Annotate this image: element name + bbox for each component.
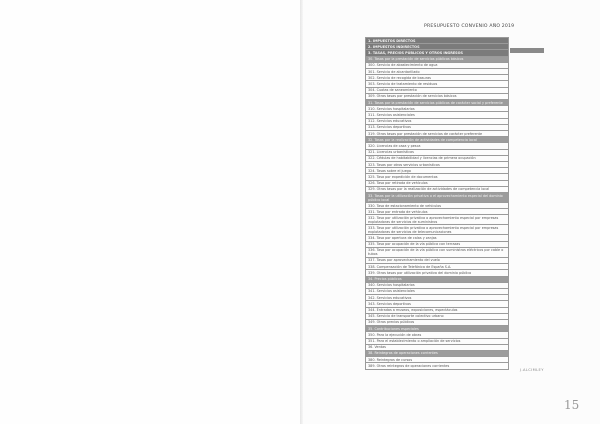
table-row: 335. Tasa por ocupación de la vía pública con terrazas (365, 242, 509, 248)
table-row: 302. Servicio de recogida de basuras (365, 75, 509, 81)
table-row: 319. Otras tasas por prestación de servicios de carácter preferente (365, 131, 509, 137)
table-row: 324. Tasas sobre el juego (365, 168, 509, 174)
table-row: 351. Para el establecimiento o ampliación de servicios (365, 339, 509, 345)
table-row: 336. Tasa por ocupación de la vía pública con suministros eléctricos por cable o tubos (365, 248, 509, 258)
table-row: 313. Servicios deportivos (365, 125, 509, 131)
table-row: 322. Cédulas de habitabilidad y licencias de primera ocupación (365, 156, 509, 162)
table-row: 337. Tasas por aprovechamiento del vuelo (365, 258, 509, 264)
table-row: 34. Precios públicos (365, 277, 509, 283)
table-row: 321. Licencias urbanísticas (365, 150, 509, 156)
table-row: 3. TASAS, PRECIOS PÚBLICOS Y OTROS INGRESOS (365, 50, 509, 56)
table-row: 343. Servicios deportivos (365, 301, 509, 307)
table-row: 342. Servicios educativos (365, 295, 509, 301)
table-row: 312. Servicios educativos (365, 119, 509, 125)
page-number: 15 (564, 398, 580, 412)
margin-stamp: J.ALCIMLEY (520, 368, 544, 372)
table-row: 331. Tasa por entrada de vehículos (365, 209, 509, 215)
table-row: 349. Otros precios públicos (365, 320, 509, 326)
table-row: 301. Servicio de alcantarillado (365, 69, 509, 75)
table-row: 329. Otras tasas por la realización de actividades de competencia local (365, 187, 509, 193)
table-row: 350. Para la ejecución de obras (365, 332, 509, 338)
budget-table (365, 37, 509, 370)
table-row: 341. Servicios asistenciales (365, 289, 509, 295)
table-row: 326. Tasa por retirada de vehículos (365, 181, 509, 187)
table-row: 303. Servicio de tratamiento de residuos (365, 81, 509, 87)
table-row: 334. Tasa por apertura de calas y zanjas (365, 235, 509, 241)
table-row: 339. Otras tasas por utilización privativa del dominio público (365, 270, 509, 276)
table-row: 33. Tasas por la utilización privativa o el aprovechamiento especial del dominio público local (365, 193, 509, 203)
table-row: 380. Reintegros de cursos (365, 357, 509, 363)
table-row: 332. Tasa por utilización privativa o aprovechamiento especial por empresas explotadoras de servicios de suministros (365, 215, 509, 225)
table-row: 344. Entradas a museos, exposiciones, espectáculos (365, 308, 509, 314)
table-row: 333. Tasa por utilización privativa o aprovechamiento especial por empresas explotadoras de servicios de telecomunicaciones (365, 225, 509, 235)
table-row: 35. Contribuciones especiales (365, 326, 509, 332)
table-row: 389. Otros reintegros de operaciones corrientes (365, 363, 509, 369)
table-row: 311. Servicios asistenciales (365, 112, 509, 118)
table-row: 38. Reintegros de operaciones corrientes (365, 351, 509, 357)
table-row: 340. Servicios hospitalarios (365, 283, 509, 289)
page-title: PRESUPUESTO CONVENIO AÑO 2019 (424, 24, 515, 29)
table-row: 320. Licencias de caza y pesca (365, 143, 509, 149)
table-row: 345. Servicio de transporte colectivo urbano (365, 314, 509, 320)
table-row: 304. Cuotas de saneamiento (365, 88, 509, 94)
table-row: 1. IMPUESTOS DIRECTOS (365, 37, 509, 44)
table-row: 310. Servicios hospitalarios (365, 106, 509, 112)
table-row: 31. Tasas por la prestación de servicios públicos de carácter social y preferente (365, 100, 509, 106)
table-row: 325. Tasa por expedición de documentos (365, 174, 509, 180)
side-label (510, 48, 544, 53)
table-row: 323. Tasas por otros servicios urbanísticos (365, 162, 509, 168)
table-row: 36. Ventas (365, 345, 509, 351)
table-row: 330. Tasa de estacionamiento de vehículos (365, 203, 509, 209)
table-row: 309. Otras tasas por prestación de servicios básicos (365, 94, 509, 100)
table-row: 32. Tasas por la realización de actividades de competencia local (365, 137, 509, 143)
table-row: 30. Tasas por la prestación de servicios públicos básicos (365, 57, 509, 63)
table-row: 338. Compensación de Telefónica de España S.A. (365, 264, 509, 270)
table-row: 2. IMPUESTOS INDIRECTOS (365, 44, 509, 50)
table-row: 300. Servicio de abastecimiento de agua (365, 63, 509, 69)
